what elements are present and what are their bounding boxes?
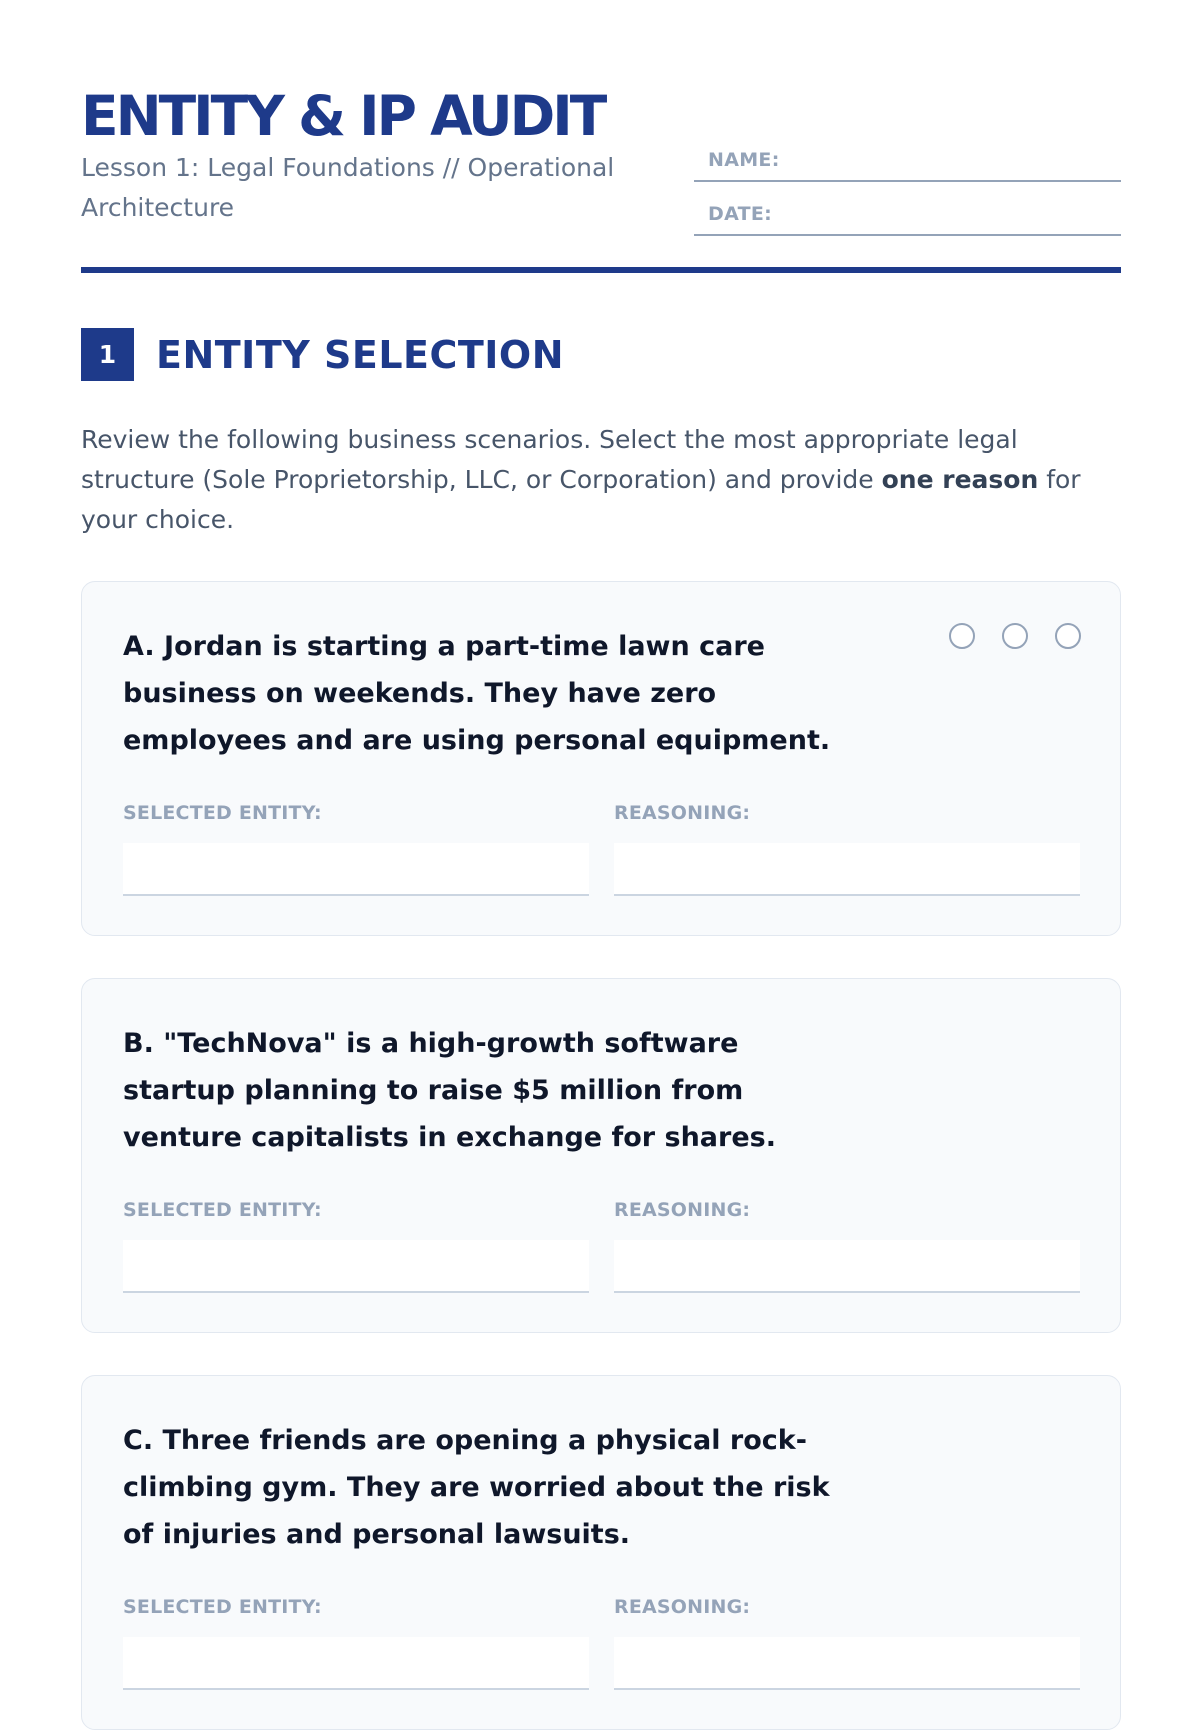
selected-entity-label: SELECTED ENTITY: [123, 1199, 322, 1221]
reasoning-input[interactable] [614, 1240, 1080, 1293]
instructions-text: Review the following business scenarios. Select the most appropriate legal structure (Sole Proprietorship, LLC, or Corporation) and provide [81, 425, 1018, 494]
reasoning-label: REASONING: [614, 1199, 751, 1221]
section-instructions [81, 420, 1121, 540]
instructions-emphasis: one reason [881, 465, 1039, 494]
scenario-card-c [81, 1375, 1121, 1730]
radio-option-3[interactable] [1055, 623, 1081, 649]
date-field-label: DATE: [708, 203, 773, 225]
section-heading [81, 328, 564, 381]
header-divider [81, 267, 1121, 273]
worksheet-header [81, 0, 1121, 275]
selected-entity-label: SELECTED ENTITY: [123, 1596, 322, 1618]
selected-entity-input[interactable] [123, 843, 589, 896]
section-number-badge: 1 [81, 328, 134, 381]
date-field[interactable] [694, 182, 1121, 236]
entity-radio-group [949, 623, 1081, 649]
radio-option-2[interactable] [1002, 623, 1028, 649]
scenario-card-a [81, 581, 1121, 936]
worksheet-page [81, 0, 1121, 1618]
scenario-question: C. Three friends are opening a physical rock-climbing gym. They are worried about the risk of injuries and personal lawsuits. [123, 1425, 830, 1550]
name-field[interactable] [694, 128, 1121, 182]
reasoning-label: REASONING: [614, 802, 751, 824]
reasoning-input[interactable] [614, 843, 1080, 896]
scenario-question: A. Jordan is starting a part-time lawn care business on weekends. They have zero employees and are using personal equipment. [123, 631, 831, 756]
reasoning-label: REASONING: [614, 1596, 751, 1618]
student-info-fields [694, 128, 1121, 236]
name-field-label: NAME: [708, 149, 780, 171]
scenario-card-b [81, 978, 1121, 1333]
reasoning-input[interactable] [614, 1637, 1080, 1690]
section-title: ENTITY SELECTION [156, 332, 565, 377]
instructions-text-end: for your choice. [81, 465, 1081, 534]
page-subtitle: Lesson 1: Legal Foundations // Operational Architecture [81, 153, 615, 222]
selected-entity-input[interactable] [123, 1637, 589, 1690]
selected-entity-label: SELECTED ENTITY: [123, 802, 322, 824]
selected-entity-input[interactable] [123, 1240, 589, 1293]
scenario-question: B. "TechNova" is a high-growth software startup planning to raise $5 million from venture capitalists in exchange for shares. [123, 1028, 776, 1153]
page-title: ENTITY & IP AUDIT [81, 84, 605, 148]
radio-option-1[interactable] [949, 623, 975, 649]
